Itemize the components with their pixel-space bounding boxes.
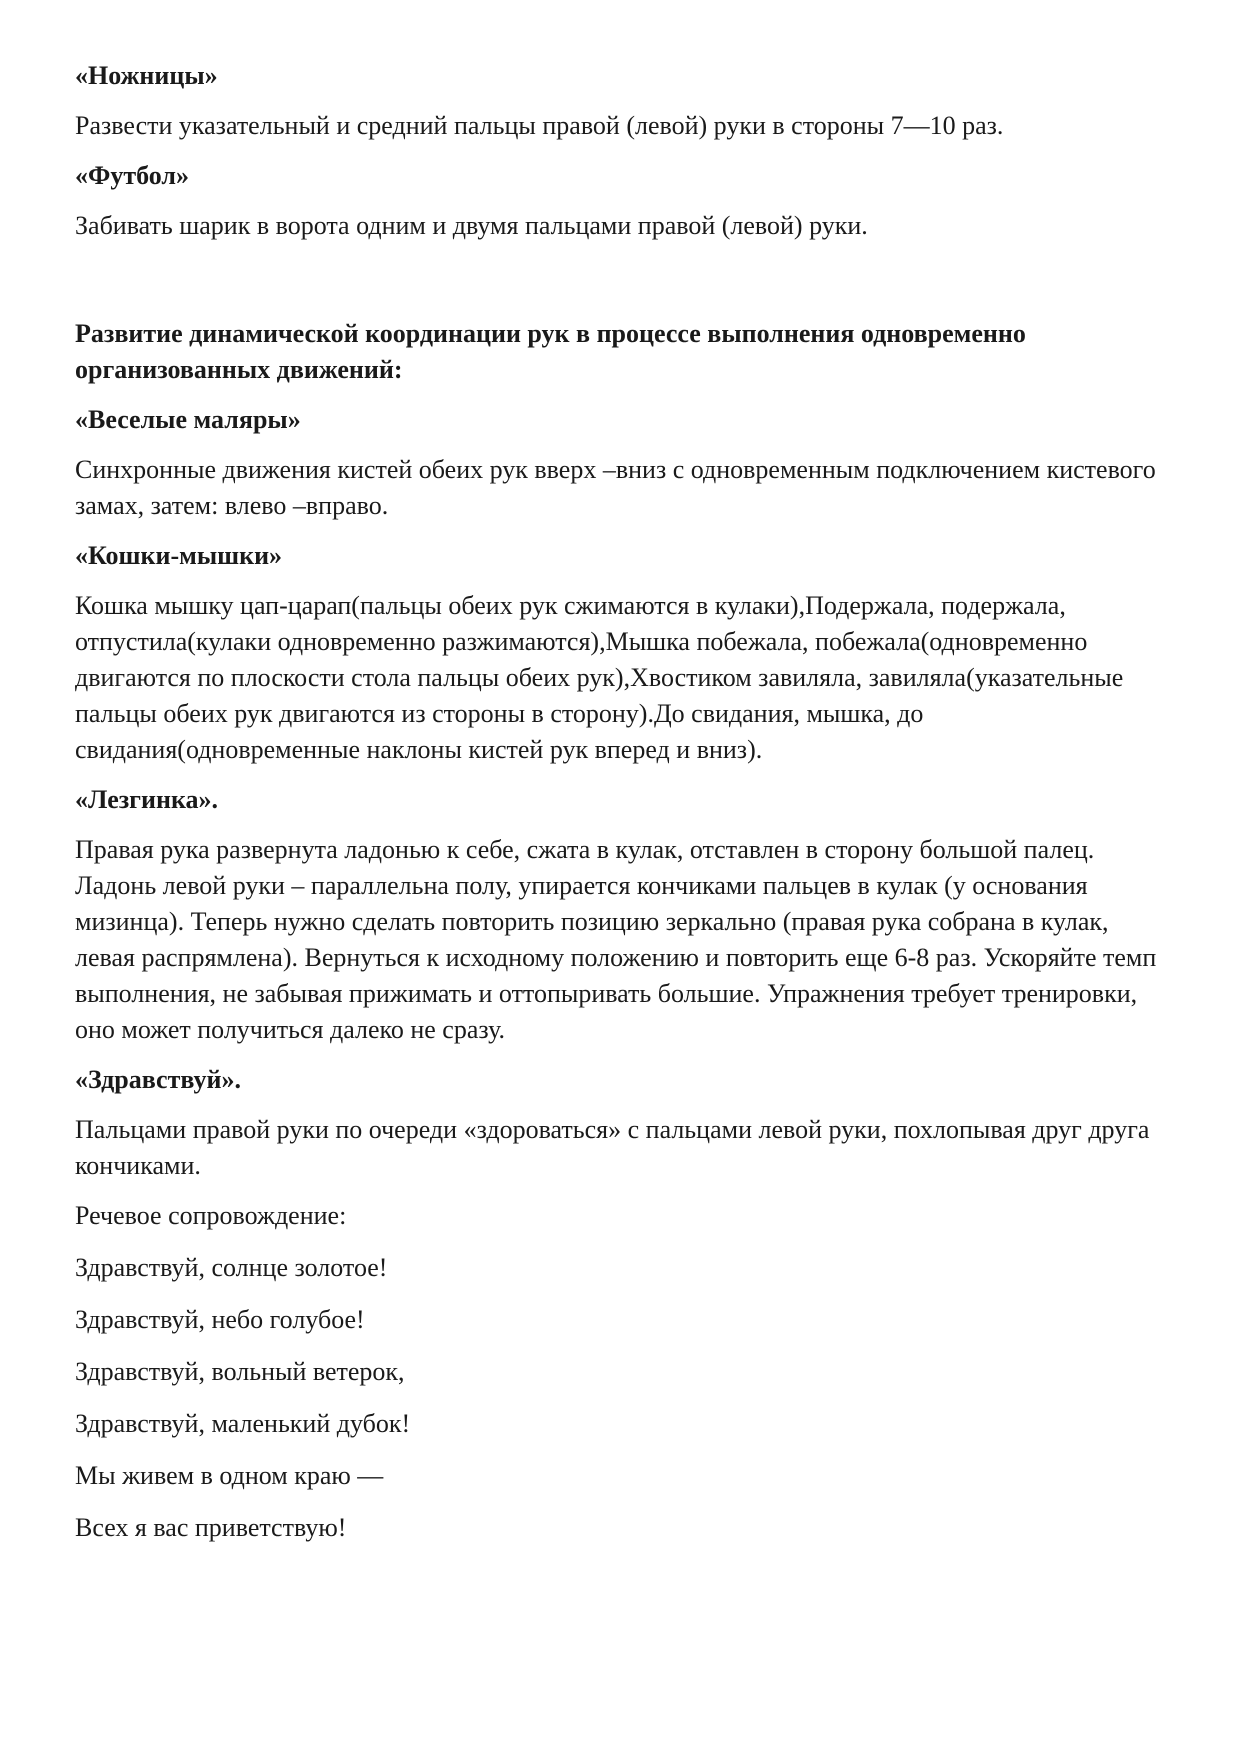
exercise-title-lezginka: «Лезгинка». xyxy=(75,785,219,814)
speech-label: Речевое сопровождение: xyxy=(75,1201,347,1230)
exercise-text-hello: Пальцами правой руки по очереди «здороваться» с пальцами левой руки, похлопывая друг друга кончиками. xyxy=(75,1115,1150,1180)
exercise-title-football: «Футбол» xyxy=(75,161,190,190)
verse-line: Всех я вас приветствую! xyxy=(75,1513,347,1542)
exercise-text-cat-mouse: Кошка мышку цап-царап(пальцы обеих рук сжимаются в кулаки),Подержала, подержала, отпустила(кулаки одновременно разжимаются),Мышка побежала, побежала(одновременно двигаются по плоскости стола пальцы обеих рук),Хвостиком завиляла, завиляла(указательные пальцы обеих рук двигаются из стороны в сторону).До свидания, мышка, до свидания(одновременные наклоны кистей рук вперед и вниз). xyxy=(75,591,1124,764)
verse-line: Здравствуй, маленький дубок! xyxy=(75,1409,411,1438)
exercise-title-painters: «Веселые маляры» xyxy=(75,405,301,434)
verse-line: Здравствуй, солнце золотое! xyxy=(75,1253,388,1282)
exercise-title-scissors: «Ножницы» xyxy=(75,61,218,90)
verse-line: Здравствуй, вольный ветерок, xyxy=(75,1357,405,1386)
exercise-title-hello: «Здравствуй». xyxy=(75,1065,241,1094)
section-title: Развитие динамической координации рук в процессе выполнения одновременно организованных движений: xyxy=(75,319,1026,384)
verse-line: Мы живем в одном краю — xyxy=(75,1461,384,1490)
exercise-text-football: Забивать шарик в ворота одним и двумя пальцами правой (левой) руки. xyxy=(75,211,868,240)
verse-line: Здравствуй, небо голубое! xyxy=(75,1305,365,1334)
exercise-text-lezginka: Правая рука развернута ладонью к себе, сжата в кулак, отставлен в сторону большой палец. Ладонь левой руки – параллельна полу, упирается кончиками пальцев в кулак (у основания мизинца). Теперь нужно сделать повторить позицию зеркально (правая рука собрана в кулак, левая распрямлена). Вернуться к исходному положению и повторить еще 6-8 раз. Ускоряйте темп выполнения, не забывая прижимать и оттопыривать большие. Упражнения требует тренировки, оно может получиться далеко не сразу. xyxy=(75,835,1157,1044)
exercise-text-scissors: Развести указательный и средний пальцы правой (левой) руки в стороны 7—10 раз. xyxy=(75,111,1004,140)
document-content xyxy=(75,58,1165,1562)
exercise-title-cat-mouse: «Кошки-мышки» xyxy=(75,541,283,570)
section-spacer xyxy=(75,258,1165,316)
exercise-text-painters: Синхронные движения кистей обеих рук вверх –вниз с одновременным подключением кистевого замах, затем: влево –вправо. xyxy=(75,455,1156,520)
